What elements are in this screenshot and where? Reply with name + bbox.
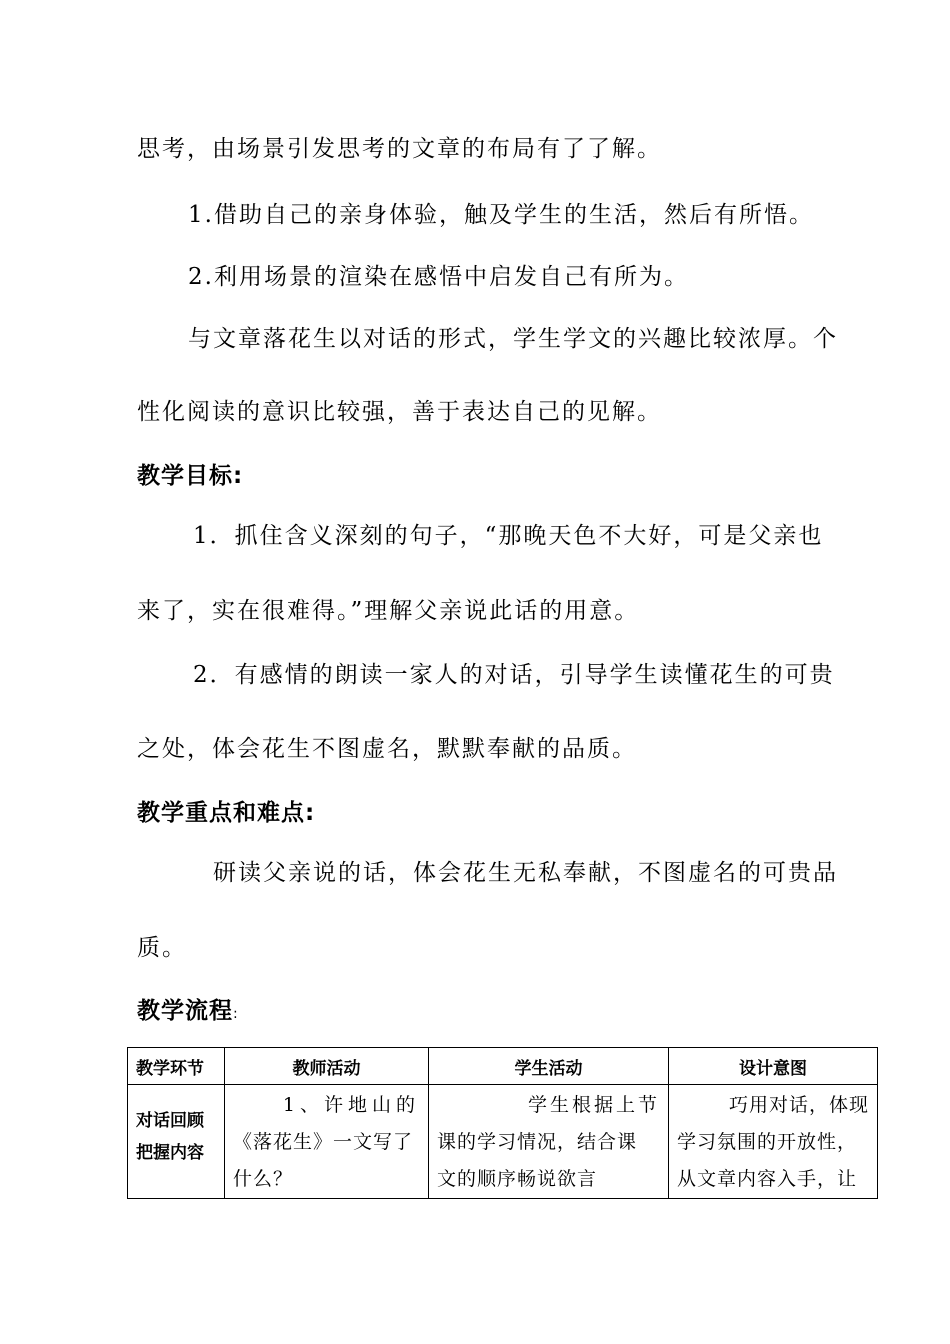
key-points-line: 质。 — [137, 935, 187, 961]
header-teacher: 教师活动 — [225, 1048, 429, 1085]
goal-line: 1．抓住含义深刻的句子，“那晚天色不大好，可是父亲也 — [193, 523, 824, 549]
goal-line: 之处，体会花生不图虚名，默默奉献的品质。 — [137, 736, 637, 762]
flow-heading — [137, 996, 239, 1029]
paragraph-line: 思考，由场景引发思考的文章的布局有了了解。 — [137, 136, 662, 162]
teacher-line: 1、许地山的 — [282, 1094, 420, 1116]
student-cell — [429, 1085, 669, 1199]
teacher-cell — [225, 1085, 429, 1199]
table-row — [128, 1085, 878, 1199]
stage-line: 对话回顾 — [136, 1111, 204, 1131]
student-line: 文的顺序畅说欲言 — [437, 1168, 598, 1190]
flow-table — [127, 1047, 878, 1199]
flow-heading-colon: : — [233, 1006, 239, 1022]
teacher-line: 《落花生》一文写了 — [233, 1131, 414, 1153]
student-line: 课的学习情况，结合课 — [437, 1131, 638, 1153]
key-points-heading: 教学重点和难点: — [137, 800, 316, 826]
header-stage: 教学环节 — [128, 1048, 225, 1085]
student-line: 学生根据上节 — [527, 1094, 660, 1116]
stage-line: 把握内容 — [136, 1143, 204, 1163]
header-intent: 设计意图 — [669, 1048, 878, 1085]
intent-line: 学习氛围的开放性， — [677, 1131, 858, 1153]
intent-line: 从文章内容入手，让 — [677, 1168, 858, 1190]
flow-heading-text: 教学流程 — [137, 998, 233, 1024]
goal-line: 来了，实在很难得。”理解父亲说此话的用意。 — [137, 598, 640, 624]
paragraph-line: 1.借助自己的亲身体验，触及学生的生活，然后有所悟。 — [188, 202, 814, 228]
paragraph-line: 2.利用场景的渲染在感悟中启发自己有所为。 — [188, 264, 689, 290]
key-points-line: 研读父亲说的话，体会花生无私奉献，不图虚名的可贵品 — [213, 860, 838, 886]
teacher-line: 什么？ — [233, 1168, 294, 1190]
stage-cell — [128, 1085, 225, 1199]
intent-line: 巧用对话，体现 — [728, 1094, 869, 1116]
paragraph-line: 与文章落花生以对话的形式，学生学文的兴趣比较浓厚。个 — [188, 326, 838, 352]
flow-table-header-row — [128, 1048, 878, 1085]
paragraph-line: 性化阅读的意识比较强，善于表达自己的见解。 — [137, 399, 662, 425]
intent-cell — [669, 1085, 878, 1199]
goal-line: 2．有感情的朗读一家人的对话，引导学生读懂花生的可贵 — [193, 662, 835, 688]
header-student: 学生活动 — [429, 1048, 669, 1085]
goals-heading: 教学目标: — [137, 463, 244, 489]
